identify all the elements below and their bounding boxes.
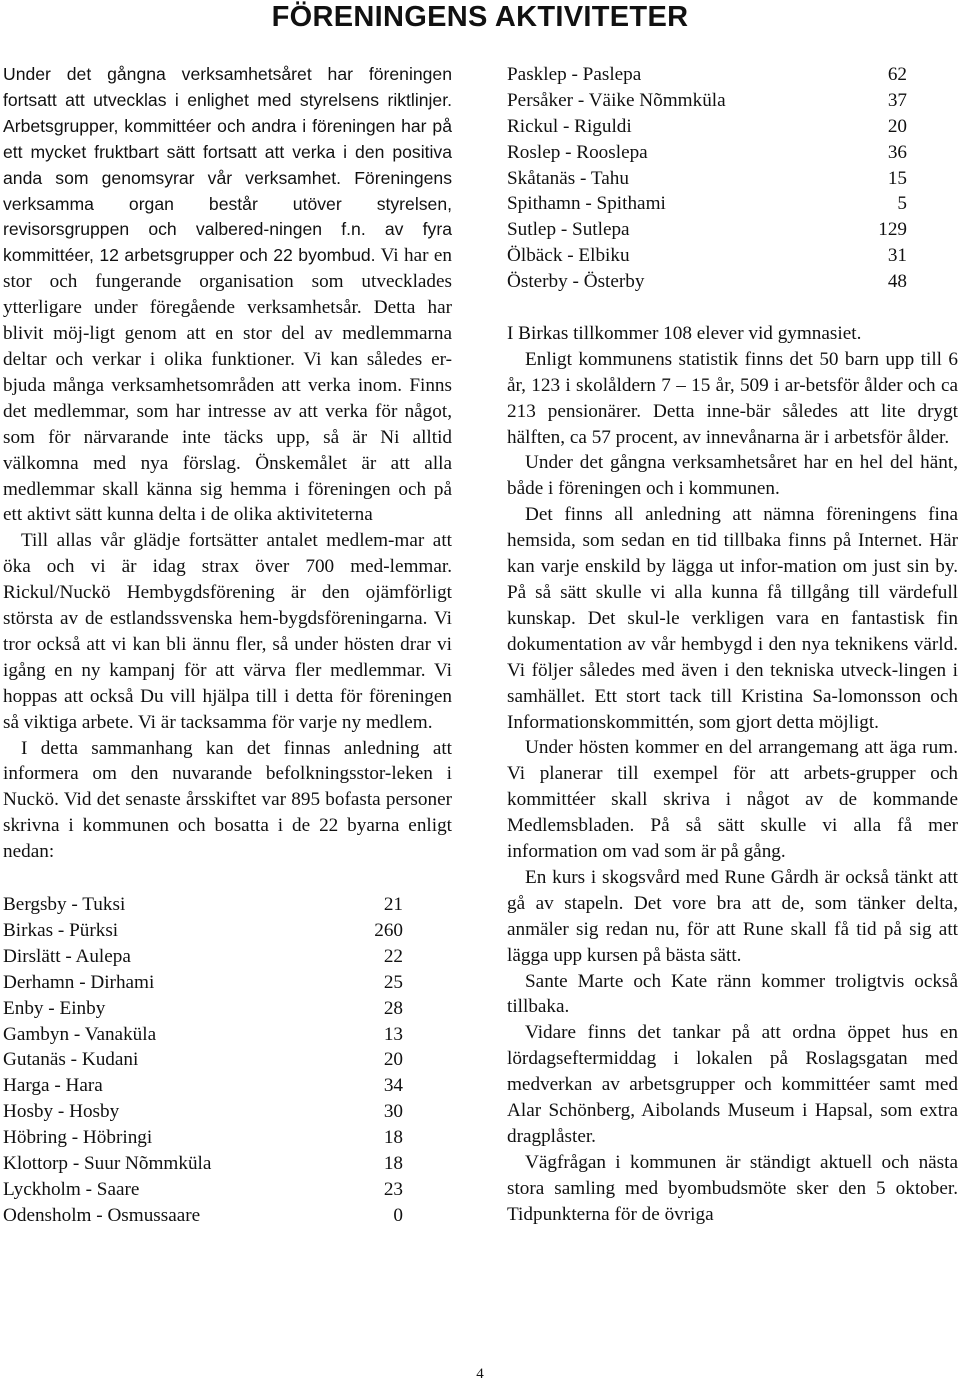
village-name: Derhamn - Dirhami	[3, 971, 155, 993]
autumn-paragraph: Under hösten kommer en del arrangemang att äga rum. Vi planerar till exempel för att arbets-grupper och kommittéer skall skriva i något av de kommande Medlemsbladen. På så sätt skulle vi alla få mer information om vad som är på gång.	[507, 737, 958, 863]
village-count: 34	[383, 1075, 403, 1097]
village-name: Gutanäs - Kudani	[3, 1049, 139, 1071]
website-paragraph: Det finns all anledning att nämna föreningens fina hemsida, som sedan en tid tillbaka finns på Internet. Här kan varje enskild by lägga ut infor-mation om just sin by. På så sätt skulle vi alla kunna få tillgång till värdefull kunskap. Det skul-le verkligen vara en fantastisk fin dokumentation av vår hembygd i den nya teknikens värld. Vi följer således med även i den tekniska utveck-lingen i samhället. Ett stort tack till Kristina Sa-lomonsson och Informationskommittén, som gjort detta möjligt.	[507, 504, 958, 733]
village-row	[507, 243, 907, 269]
village-row	[3, 1177, 403, 1203]
village-list-right	[507, 62, 907, 295]
village-count: 20	[383, 1049, 403, 1071]
intro-serif-text: Vi har en stor och fungerande organisation som utvecklades ytterligare under föregående verksamhetsår. Detta har blivit möj-ligt genom att en stor del av medlemmarna deltar och verkar i olika funktioner. Vi kan således er-bjuda många verksamhetsområden att verka inom. Finns det medlemmar, som har intresse av att verka för något, som för närvarande inte täcks upp, så är Ni alltid välkomna med nya förslag. Önskemålet är att alla medlemmar skall känna sig hemma i föreningen och på ett aktivt sätt kunna delta i de olika aktiviteterna	[3, 245, 452, 526]
village-count: 20	[887, 115, 907, 137]
village-name: Dirslätt - Aulepa	[3, 945, 131, 967]
village-name: Pasklep - Paslepa	[507, 64, 642, 85]
village-row	[3, 1073, 403, 1099]
village-row	[507, 62, 907, 88]
village-row	[3, 1047, 403, 1073]
village-row	[507, 88, 907, 114]
village-row	[3, 1203, 403, 1229]
village-row	[3, 1099, 403, 1125]
village-row	[3, 1022, 403, 1048]
village-count: 31	[887, 245, 907, 267]
intro-paragraph	[3, 62, 452, 528]
village-name: Birkas - Pürksi	[3, 919, 119, 941]
village-row	[3, 892, 403, 918]
village-name: Persåker - Väike Nõmmküla	[507, 89, 726, 111]
village-row	[507, 191, 907, 217]
village-count: 37	[887, 89, 907, 111]
village-name: Österby - Österby	[507, 271, 645, 293]
village-name: Ölbäck - Elbiku	[507, 245, 630, 267]
village-name: Gambyn - Vanaküla	[3, 1023, 157, 1045]
page-title: FÖRENINGENS AKTIVITETER	[271, 1, 689, 33]
village-name: Skåtanäs - Tahu	[507, 167, 629, 189]
village-count: 25	[383, 971, 403, 993]
right-column	[507, 62, 958, 1228]
village-name: Odensholm - Osmussaare	[3, 1204, 201, 1226]
village-count: 30	[383, 1101, 403, 1123]
left-column	[3, 62, 452, 1229]
village-count: 23	[383, 1178, 403, 1200]
village-row	[507, 269, 907, 295]
village-row	[3, 996, 403, 1022]
village-count: 48	[887, 271, 907, 293]
population-paragraph: I detta sammanhang kan det finnas anledning att informera om den nuvarande befolkningsstor-leken i Nuckö. Vid det senaste årsskiftet var 895 bofasta personer skrivna i kommunen och bosatta i de 22 byarna enligt nedan:	[3, 737, 452, 863]
gymnasium-note: I Birkas tillkommer 108 elever vid gymnasiet.	[507, 322, 862, 344]
village-count: 15	[887, 167, 907, 189]
village-count: 18	[383, 1127, 403, 1149]
village-row	[3, 918, 403, 944]
village-name: Höbring - Höbringi	[3, 1127, 153, 1149]
village-count: 0	[393, 1204, 403, 1226]
events-paragraph: Under det gångna verksamhetsåret har en hel del hänt, både i föreningen och i kommunen.	[507, 452, 958, 500]
village-name: Bergsby - Tuksi	[3, 894, 126, 916]
village-count: 21	[383, 894, 403, 916]
village-count: 18	[383, 1153, 403, 1174]
village-name: Hosby - Hosby	[3, 1101, 120, 1123]
intro-sans-text: Under det gångna verksamhetsåret har föreningen fortsatt att utvecklas i enlighet med styrelsens riktlinjer. Arbetsgrupper, kommittéer och andra i föreningen har på ett mycket fruktbart sätt fortsatt att verka i den positiva anda som genomsyrar vår verksamhet. Föreningens verksamma organ består utöver styrelsen, revisorsgruppen och valbered-ningen f.n. av fyra kommittéer, 12 arbetsgrupper och 22 byombud.	[3, 64, 452, 266]
village-row	[507, 140, 907, 166]
village-count: 260	[374, 919, 403, 941]
village-name: Lyckholm - Saare	[3, 1178, 140, 1200]
village-row	[507, 166, 907, 192]
sante-marte-paragraph: Sante Marte och Kate ränn kommer troligtvis också tillbaka.	[507, 970, 958, 1018]
village-row	[507, 217, 907, 243]
village-name: Sutlep - Sutlepa	[507, 219, 630, 241]
village-name: Roslep - Rooslepa	[507, 141, 648, 163]
page-number: 4	[476, 1366, 484, 1382]
village-row	[3, 944, 403, 970]
open-house-paragraph: Vidare finns det tankar på att ordna öppet hus en lördagseftermiddag i lokalen på Roslagsgatan med medverkan av arbetsgrupper och kommittéer samt med Alar Schönberg, Aibolands Museum i Hapsal, som extra dragplåster.	[507, 1022, 958, 1147]
membership-paragraph: Till allas vår glädje fortsätter antalet medlem-mar att öka och vi är idag strax över 700 med-lemmar. Rickul/Nuckö Hembygdsförening är den ojämförligt största av de estlandssvenska hem-bygdsföreningarna. Vi tror också att vi kan bli ännu fler, så under hösten drar vi igång en ny kampanj för att värva fler medlemmar. Vi hoppas att också Du vill hjälpa till i detta för föreningen så viktiga arbete. Vi är tacksamma för varje ny medlem.	[3, 530, 452, 733]
village-count: 13	[383, 1023, 403, 1045]
forestry-course-paragraph: En kurs i skogsvård med Rune Gårdh är också tänkt att gå av stapeln. Det vore bra att de, som tänker delta, anmäler sig redan nu, för att Rune skall få tid på sig att lägga upp kursen på bästa sätt.	[507, 866, 958, 966]
village-list-left	[3, 892, 403, 1229]
village-name: Rickul - Riguldi	[507, 115, 632, 137]
village-row	[3, 1125, 403, 1151]
village-row	[507, 114, 907, 140]
village-count: 36	[887, 141, 907, 163]
age-statistics-paragraph: Enligt kommunens statistik finns det 50 barn upp till 6 år, 123 i skolåldern 7 – 15 år, 509 i ar-betsför ålder och ca 213 pensionärer. Detta inne-bär således att lite drygt hälften, ca 57 procent, av innevånarna är i arbetsför ålder.	[507, 348, 958, 448]
village-row	[3, 1151, 403, 1177]
village-count: 5	[897, 193, 907, 215]
village-count: 28	[383, 997, 403, 1019]
village-count: 22	[383, 945, 403, 967]
village-name: Klottorp - Suur Nõmmküla	[3, 1153, 212, 1174]
village-count: 129	[878, 219, 907, 241]
village-name: Spithamn - Spithami	[507, 193, 666, 215]
village-count: 62	[887, 64, 907, 85]
road-question-paragraph: Vägfrågan i kommunen är ständigt aktuell och nästa stora samling med byombudsmöte sker den 5 oktober. Tidpunkterna för de övriga	[507, 1151, 958, 1225]
village-name: Harga - Hara	[3, 1075, 103, 1097]
village-row	[3, 970, 403, 996]
village-name: Enby - Einby	[3, 997, 106, 1019]
